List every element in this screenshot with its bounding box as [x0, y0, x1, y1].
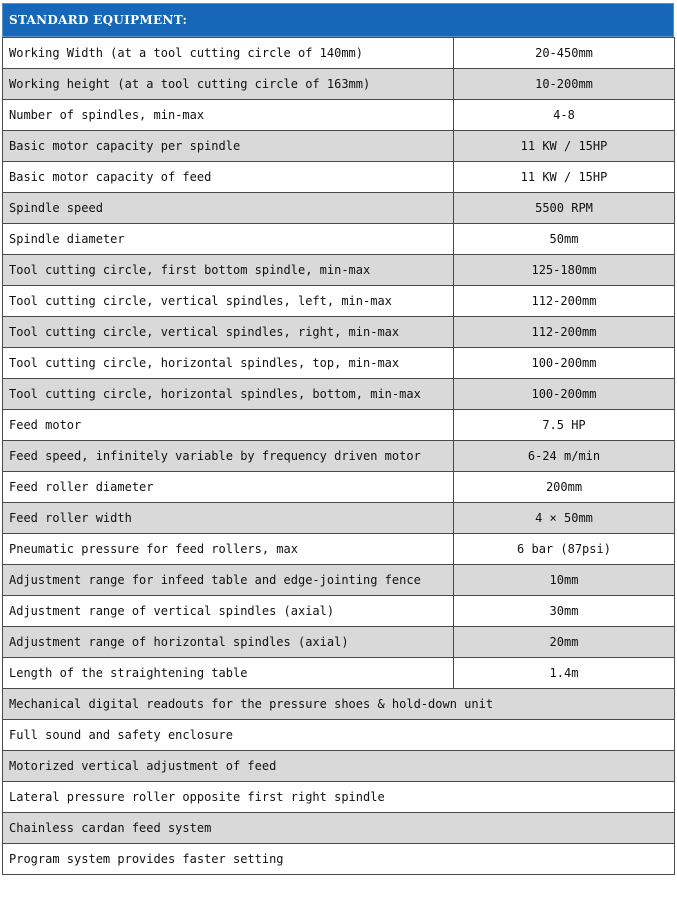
- spec-value: 20mm: [454, 627, 675, 658]
- spec-table: [2, 37, 675, 875]
- spec-row: [3, 348, 675, 379]
- spec-label: Basic motor capacity per spindle: [3, 131, 454, 162]
- spec-value: 125-180mm: [454, 255, 675, 286]
- spec-row: [3, 131, 675, 162]
- spec-value: 11 KW / 15HP: [454, 131, 675, 162]
- spec-value: 6-24 m/min: [454, 441, 675, 472]
- feature-label: Motorized vertical adjustment of feed: [3, 751, 675, 782]
- spec-label: Tool cutting circle, horizontal spindles, bottom, min-max: [3, 379, 454, 410]
- section-header: [2, 3, 674, 37]
- spec-row: [3, 193, 675, 224]
- spec-label: Adjustment range of vertical spindles (axial): [3, 596, 454, 627]
- spec-row: [3, 503, 675, 534]
- feature-row: [3, 689, 675, 720]
- spec-value: 4 × 50mm: [454, 503, 675, 534]
- spec-value: 30mm: [454, 596, 675, 627]
- spec-label: Adjustment range of horizontal spindles (axial): [3, 627, 454, 658]
- spec-row: [3, 658, 675, 689]
- spec-value: 4-8: [454, 100, 675, 131]
- spec-value: 7.5 HP: [454, 410, 675, 441]
- spec-value: 200mm: [454, 472, 675, 503]
- spec-value: 6 bar (87psi): [454, 534, 675, 565]
- spec-value: 11 KW / 15HP: [454, 162, 675, 193]
- spec-row: [3, 255, 675, 286]
- spec-label: Basic motor capacity of feed: [3, 162, 454, 193]
- spec-value: 1.4m: [454, 658, 675, 689]
- spec-row: [3, 379, 675, 410]
- feature-row: [3, 751, 675, 782]
- spec-row: [3, 286, 675, 317]
- spec-row: [3, 410, 675, 441]
- spec-label: Number of spindles, min-max: [3, 100, 454, 131]
- spec-label: Adjustment range for infeed table and edge-jointing fence: [3, 565, 454, 596]
- spec-label: Length of the straightening table: [3, 658, 454, 689]
- spec-row: [3, 627, 675, 658]
- spec-row: [3, 224, 675, 255]
- feature-label: Chainless cardan feed system: [3, 813, 675, 844]
- spec-label: Feed motor: [3, 410, 454, 441]
- spec-label: Feed roller diameter: [3, 472, 454, 503]
- spec-value: 50mm: [454, 224, 675, 255]
- spec-row: [3, 69, 675, 100]
- spec-row: [3, 162, 675, 193]
- spec-row: [3, 317, 675, 348]
- spec-label: Tool cutting circle, vertical spindles, right, min-max: [3, 317, 454, 348]
- spec-row: [3, 596, 675, 627]
- spec-value: 20-450mm: [454, 38, 675, 69]
- spec-label: Working Width (at a tool cutting circle of 140mm): [3, 38, 454, 69]
- spec-label: Tool cutting circle, first bottom spindle, min-max: [3, 255, 454, 286]
- spec-value: 112-200mm: [454, 317, 675, 348]
- spec-label: Spindle speed: [3, 193, 454, 224]
- feature-row: [3, 782, 675, 813]
- spec-value: 5500 RPM: [454, 193, 675, 224]
- feature-label: Mechanical digital readouts for the pressure shoes & hold-down unit: [3, 689, 675, 720]
- spec-row: [3, 441, 675, 472]
- feature-label: Program system provides faster setting: [3, 844, 675, 875]
- spec-value: 10-200mm: [454, 69, 675, 100]
- spec-row: [3, 38, 675, 69]
- spec-row: [3, 534, 675, 565]
- spec-label: Feed speed, infinitely variable by frequency driven motor: [3, 441, 454, 472]
- feature-row: [3, 813, 675, 844]
- spec-label: Tool cutting circle, vertical spindles, left, min-max: [3, 286, 454, 317]
- feature-label: Full sound and safety enclosure: [3, 720, 675, 751]
- spec-row: [3, 100, 675, 131]
- spec-value: 112-200mm: [454, 286, 675, 317]
- feature-label: Lateral pressure roller opposite first right spindle: [3, 782, 675, 813]
- feature-row: [3, 844, 675, 875]
- spec-label: Feed roller width: [3, 503, 454, 534]
- spec-value: 10mm: [454, 565, 675, 596]
- spec-label: Spindle diameter: [3, 224, 454, 255]
- spec-row: [3, 472, 675, 503]
- spec-label: Working height (at a tool cutting circle of 163mm): [3, 69, 454, 100]
- section-title: STANDARD EQUIPMENT:: [9, 13, 188, 27]
- spec-value: 100-200mm: [454, 348, 675, 379]
- spec-value: 100-200mm: [454, 379, 675, 410]
- spec-label: Tool cutting circle, horizontal spindles, top, min-max: [3, 348, 454, 379]
- equipment-spec-sheet: [2, 3, 674, 875]
- spec-label: Pneumatic pressure for feed rollers, max: [3, 534, 454, 565]
- spec-row: [3, 565, 675, 596]
- feature-row: [3, 720, 675, 751]
